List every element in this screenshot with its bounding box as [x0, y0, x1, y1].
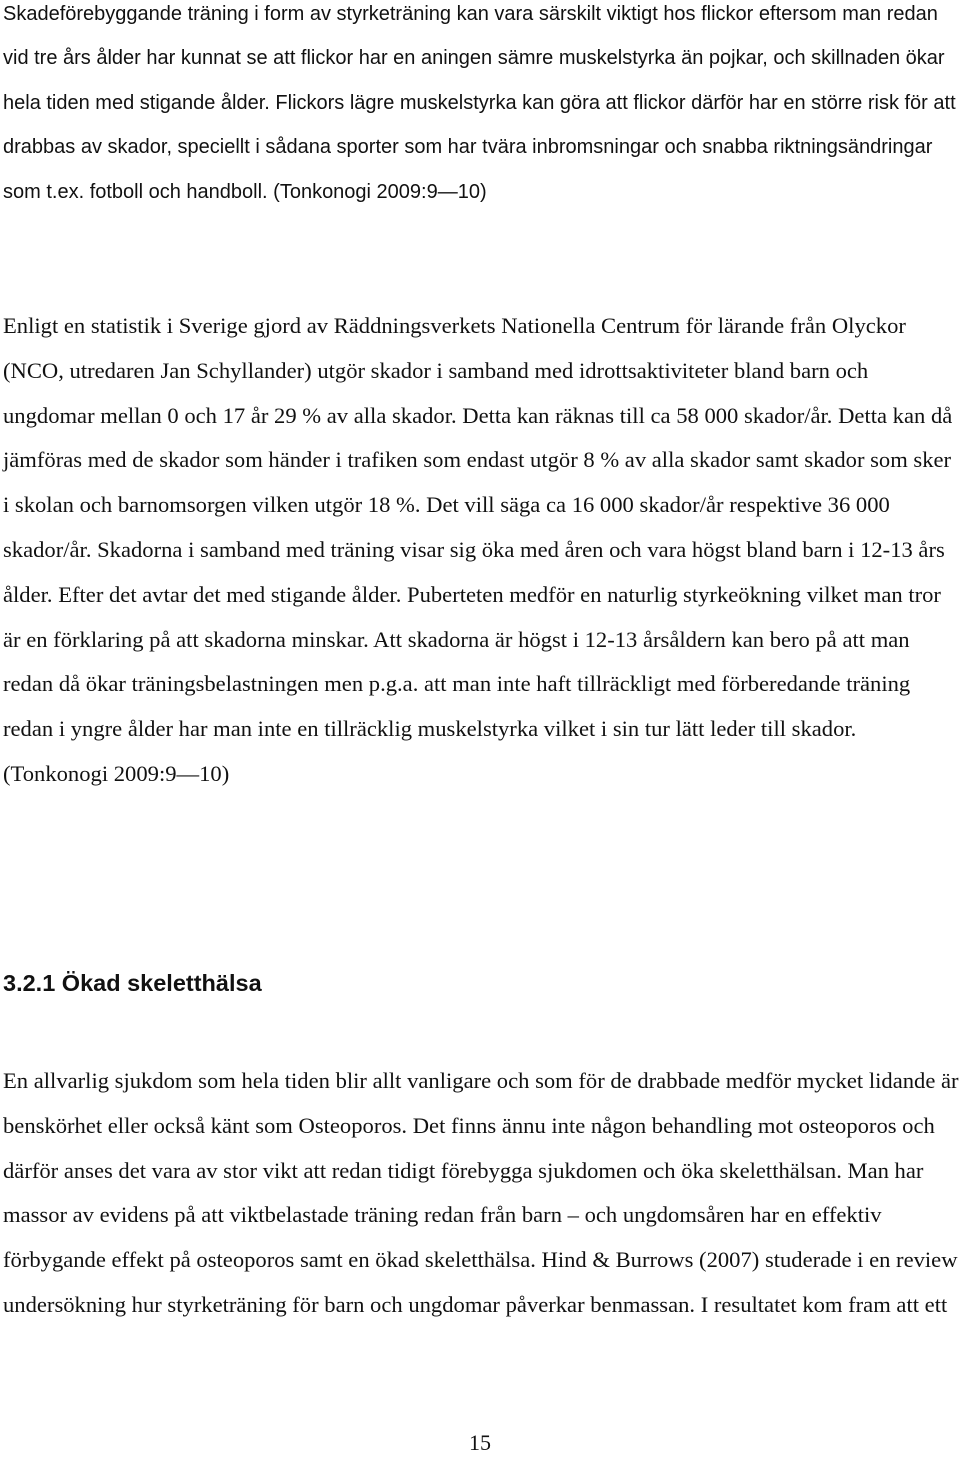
paragraph-bone-health: En allvarlig sjukdom som hela tiden blir allt vanligare och som för de drabbade medför mycket lidande är benskörhet eller också känt som Osteoporos. Det finns ännu inte någon behandling mot osteoporos och därför anses det vara av stor vikt att redan tidigt förebygga sjukdomen och öka skeletthälsan. Man har massor av evidens på att viktbelastade träning redan från barn – och ungdomsåren har en effektiv förbygande effekt på osteoporos samt en ökad skeletthälsa. Hind & Burrows (2007) studerade i en review undersökning hur styrketräning för barn och ungdomar påverkar benmassan. I resultatet kom fram att ett [3, 1068, 959, 1317]
page-number: 15 [469, 1430, 491, 1455]
paragraph-strength-training-girls: Skadeförebyggande träning i form av styrketräning kan vara särskilt viktigt hos flickor eftersom man redan vid tre års ålder har kunnat se att flickor har en aningen sämre muskelstyrka än pojkar, och skillnaden ökar hela tiden med stigande ålder. Flickors lägre muskelstyrka kan göra att flickor därför har en större risk för att drabbas av skador, speciellt i sådana sporter som har tvära inbromsningar och snabba riktningsändringar som t.ex. fotboll och handboll. (Tonkonogi 2009:9—10) [3, 3, 956, 203]
section-heading: 3.2.1 Ökad skeletthälsa [3, 970, 262, 996]
paragraph-injury-statistics: Enligt en statistik i Sverige gjord av Räddningsverkets Nationella Centrum för lärande från Olyckor (NCO, utredaren Jan Schyllander) utgör skador i samband med idrottsaktiviteter bland barn och ungdomar mellan 0 och 17 år 29 % av alla skador. Detta kan räknas till ca 58 000 skador/år. Detta kan då jämföras med de skador som händer i trafiken som endast utgör 8 % av alla skador samt skador som sker i skolan och barnomsorgen vilken utgör 18 %. Det vill säga ca 16 000 skador/år respektive 36 000 skador/år. Skadorna i samband med träning visar sig öka med åren och vara högst bland barn i 12-13 års ålder. Efter det avtar det med stigande ålder. Puberteten medför en naturlig styrkeökning vilket man tror är en förklaring på att skadorna minskar. Att skadorna är högst i 12-13 årsåldern kan bero på att man redan då ökar träningsbelastningen men p.g.a. att man inte haft tillräckligt med förberedande träning redan i yngre ålder har man inte en tillräcklig muskelstyrka vilket i sin tur lätt leder till skador. (Tonkonogi 2009:9—10) [3, 313, 953, 786]
